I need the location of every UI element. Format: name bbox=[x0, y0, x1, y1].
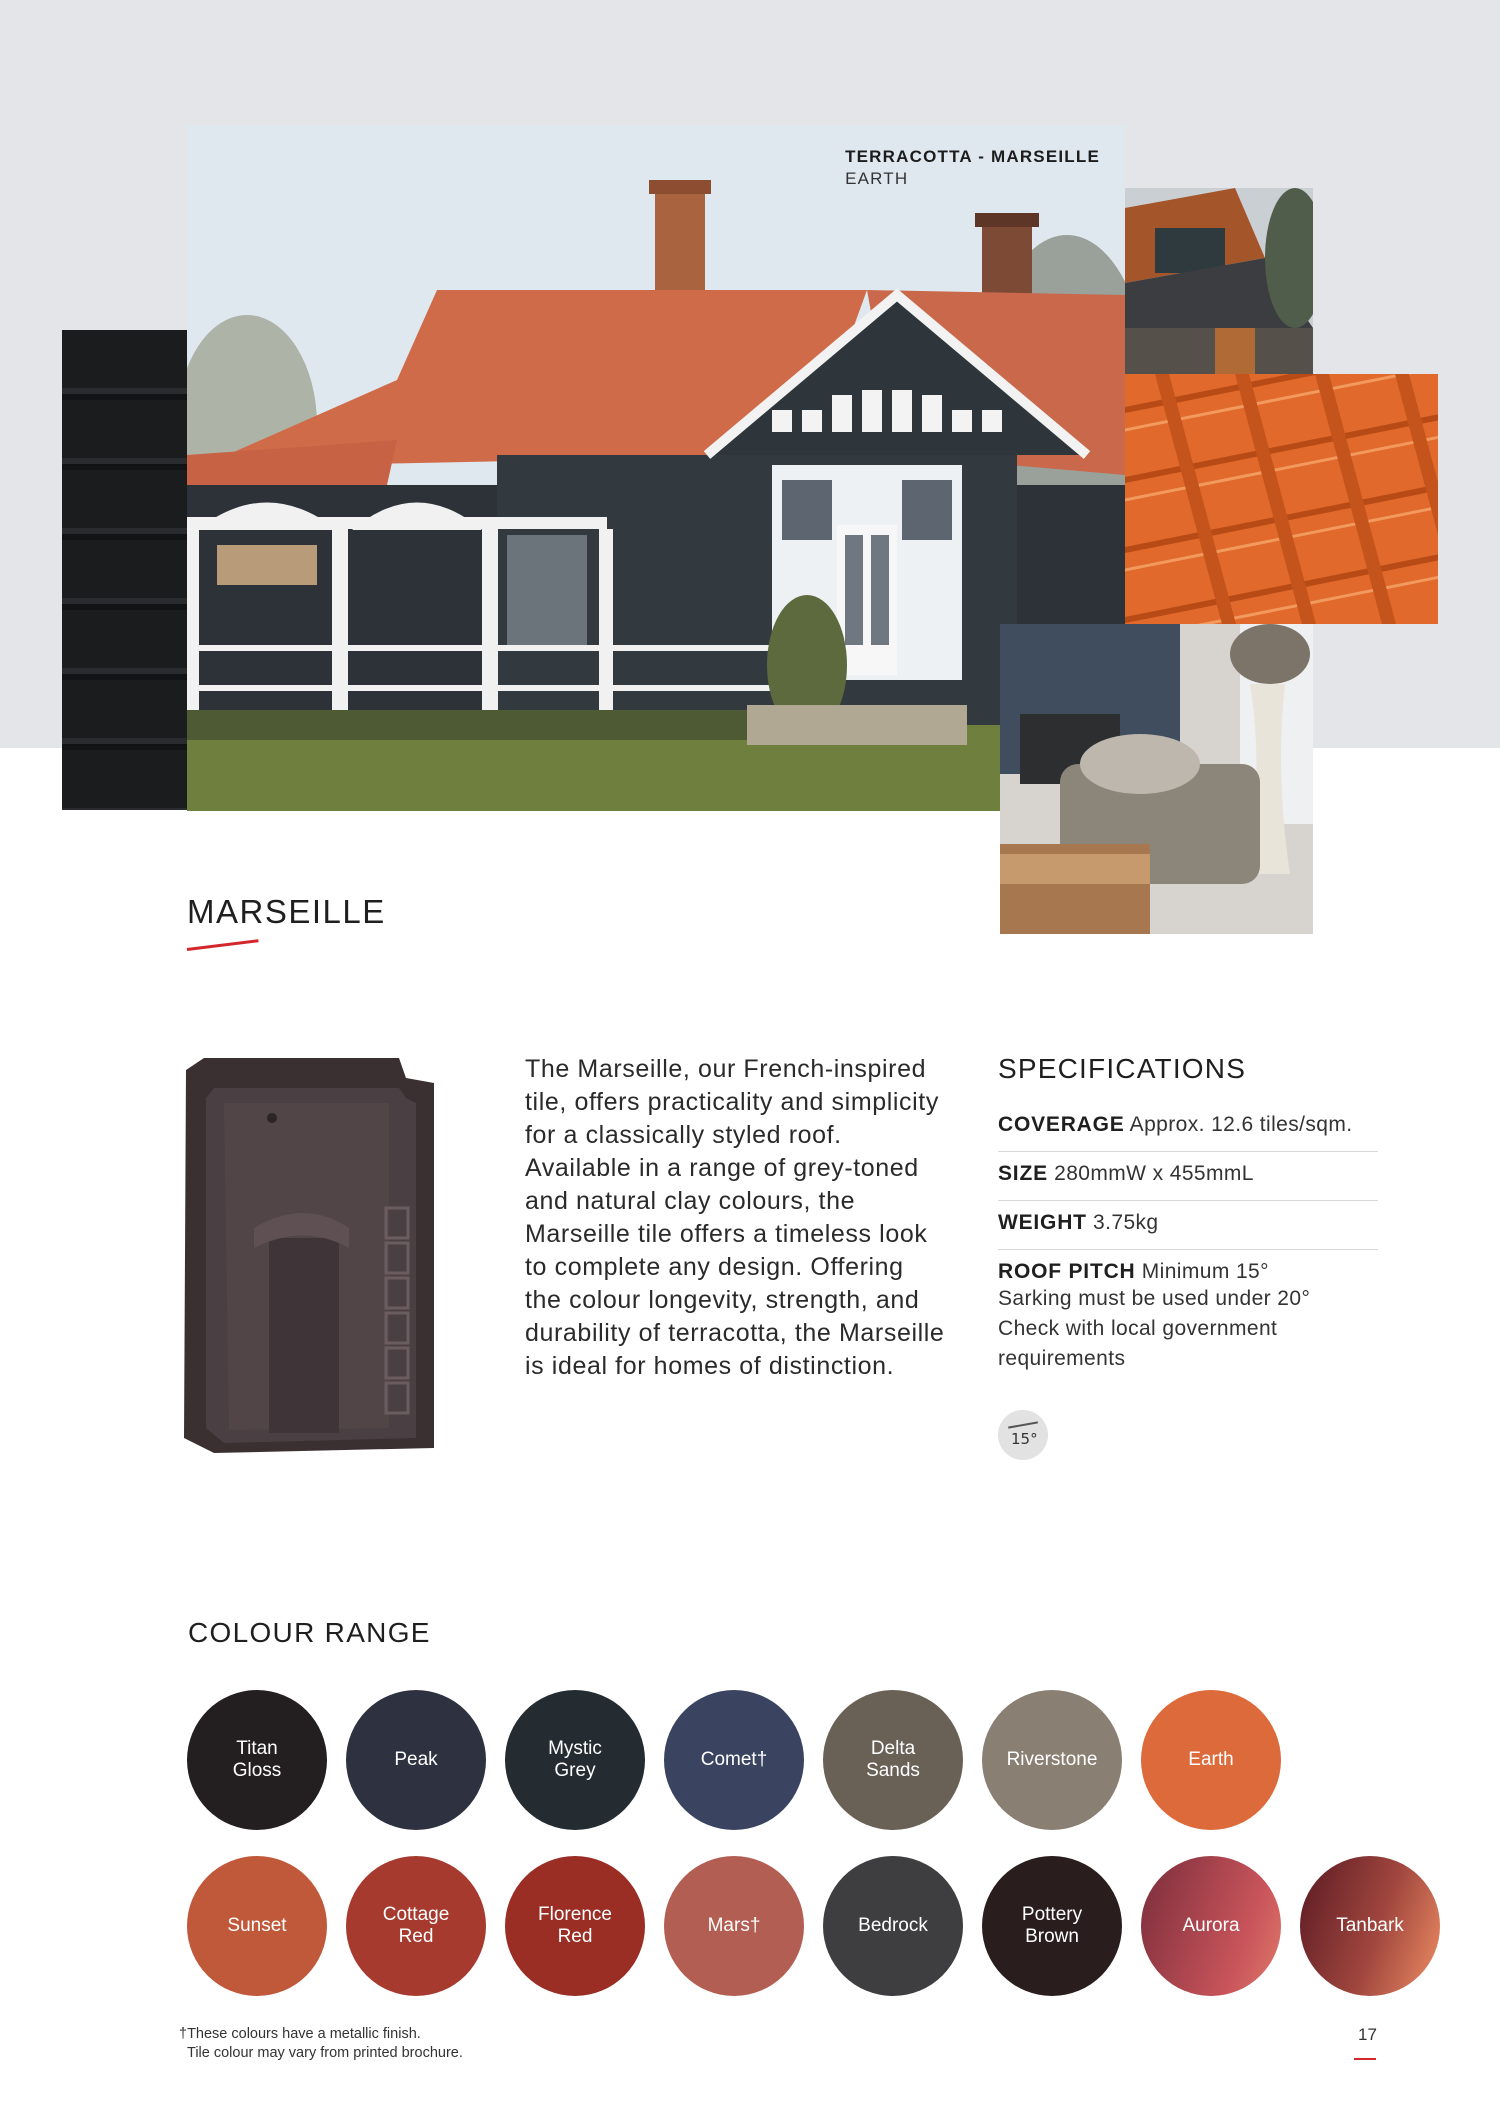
specifications-heading: SPECIFICATIONS bbox=[998, 1053, 1247, 1084]
spec-row-coverage bbox=[998, 1103, 1378, 1152]
page-number: 17 bbox=[1358, 2025, 1377, 2044]
colour-swatch bbox=[505, 1856, 645, 1996]
product-title: MARSEILLE bbox=[187, 893, 386, 930]
colour-swatch-label: Tanbark bbox=[1336, 1915, 1404, 1936]
spec-note-sarking: Sarking must be used under 20° bbox=[998, 1287, 1311, 1310]
spec-label: SIZE bbox=[998, 1162, 1048, 1185]
spec-label: ROOF PITCH bbox=[998, 1260, 1136, 1283]
colour-swatch-label: Mystic Grey bbox=[548, 1738, 602, 1781]
modern-house-photo bbox=[1125, 188, 1313, 374]
colour-swatch-label: Riverstone bbox=[1006, 1749, 1098, 1770]
roof-pitch-icon bbox=[998, 1410, 1048, 1460]
colour-swatch-label: Peak bbox=[394, 1749, 438, 1770]
colour-swatch bbox=[187, 1690, 327, 1830]
colour-swatch-label: Bedrock bbox=[858, 1915, 928, 1936]
colour-swatch-label: Titan Gloss bbox=[232, 1738, 282, 1781]
footnote-tile-colour: Tile colour may vary from printed brochure. bbox=[187, 2045, 463, 2061]
colour-swatch bbox=[1141, 1856, 1281, 1996]
marseille-tile-product-image bbox=[184, 1058, 436, 1453]
spec-note-local-government: Check with local government requirements bbox=[998, 1317, 1278, 1370]
page-number-rule bbox=[1354, 2058, 1376, 2060]
orange-tiles-closeup-photo bbox=[1125, 374, 1438, 624]
colour-range-heading: COLOUR RANGE bbox=[188, 1617, 431, 1648]
hero-house-photo bbox=[187, 125, 1125, 811]
title-accent-rule bbox=[187, 939, 259, 951]
footnote bbox=[179, 2025, 463, 2063]
interior-living-room-photo bbox=[1000, 624, 1313, 934]
colour-swatch-label: Pottery Brown bbox=[1021, 1904, 1083, 1947]
colour-swatch-label: Florence Red bbox=[538, 1904, 612, 1947]
colour-swatch-label: Cottage Red bbox=[382, 1904, 450, 1947]
hero-caption bbox=[845, 147, 1100, 189]
colour-swatch-label: Earth bbox=[1188, 1749, 1234, 1770]
hero-caption-colour: EARTH bbox=[845, 169, 909, 188]
dark-roof-photo bbox=[62, 330, 188, 810]
product-description: The Marseille, our French-inspired tile, offers practicality and simplicity for a classically styled roof. Available in a range of grey-toned and natural clay colours, the Marseille tile offers a timeless look to complete any design. Offering the colour longevity, strength, and durability of terracotta, the Marseille is ideal for homes of distinction. bbox=[525, 1055, 945, 1380]
spec-value: 280mmW x 455mmL bbox=[1054, 1162, 1254, 1185]
colour-swatch bbox=[346, 1690, 486, 1830]
colour-swatch-label: Aurora bbox=[1182, 1915, 1240, 1936]
spec-label: COVERAGE bbox=[998, 1113, 1125, 1136]
footnote-metallic: †These colours have a metallic finish. bbox=[179, 2026, 421, 2042]
colour-swatch bbox=[664, 1856, 804, 1996]
colour-swatch bbox=[823, 1690, 963, 1830]
colour-swatch-label: Mars† bbox=[707, 1915, 761, 1936]
colour-swatch bbox=[505, 1690, 645, 1830]
colour-swatch bbox=[982, 1856, 1122, 1996]
spec-row-roof-pitch bbox=[998, 1250, 1378, 1388]
spec-row-size bbox=[998, 1152, 1378, 1201]
colour-swatch bbox=[1141, 1690, 1281, 1830]
spec-label: WEIGHT bbox=[998, 1211, 1087, 1234]
colour-swatch bbox=[982, 1690, 1122, 1830]
spec-value: Minimum 15° bbox=[1141, 1260, 1269, 1283]
colour-swatch-label: Comet† bbox=[700, 1749, 768, 1770]
spec-value: Approx. 12.6 tiles/sqm. bbox=[1129, 1113, 1353, 1136]
colour-swatch-label: Sunset bbox=[227, 1915, 287, 1936]
colour-swatch-label: Delta Sands bbox=[866, 1738, 920, 1781]
colour-swatch bbox=[1300, 1856, 1440, 1996]
colour-swatch bbox=[823, 1856, 963, 1996]
specifications-panel bbox=[998, 1053, 1378, 1388]
colour-swatch bbox=[664, 1690, 804, 1830]
hero-caption-title: TERRACOTTA - MARSEILLE bbox=[845, 147, 1100, 166]
spec-row-weight bbox=[998, 1201, 1378, 1250]
pitch-icon-label: 15° bbox=[1011, 1430, 1038, 1448]
spec-value: 3.75kg bbox=[1093, 1211, 1159, 1234]
colour-swatch bbox=[187, 1856, 327, 1996]
colour-swatch bbox=[346, 1856, 486, 1996]
pitch-line-icon bbox=[1008, 1421, 1038, 1428]
